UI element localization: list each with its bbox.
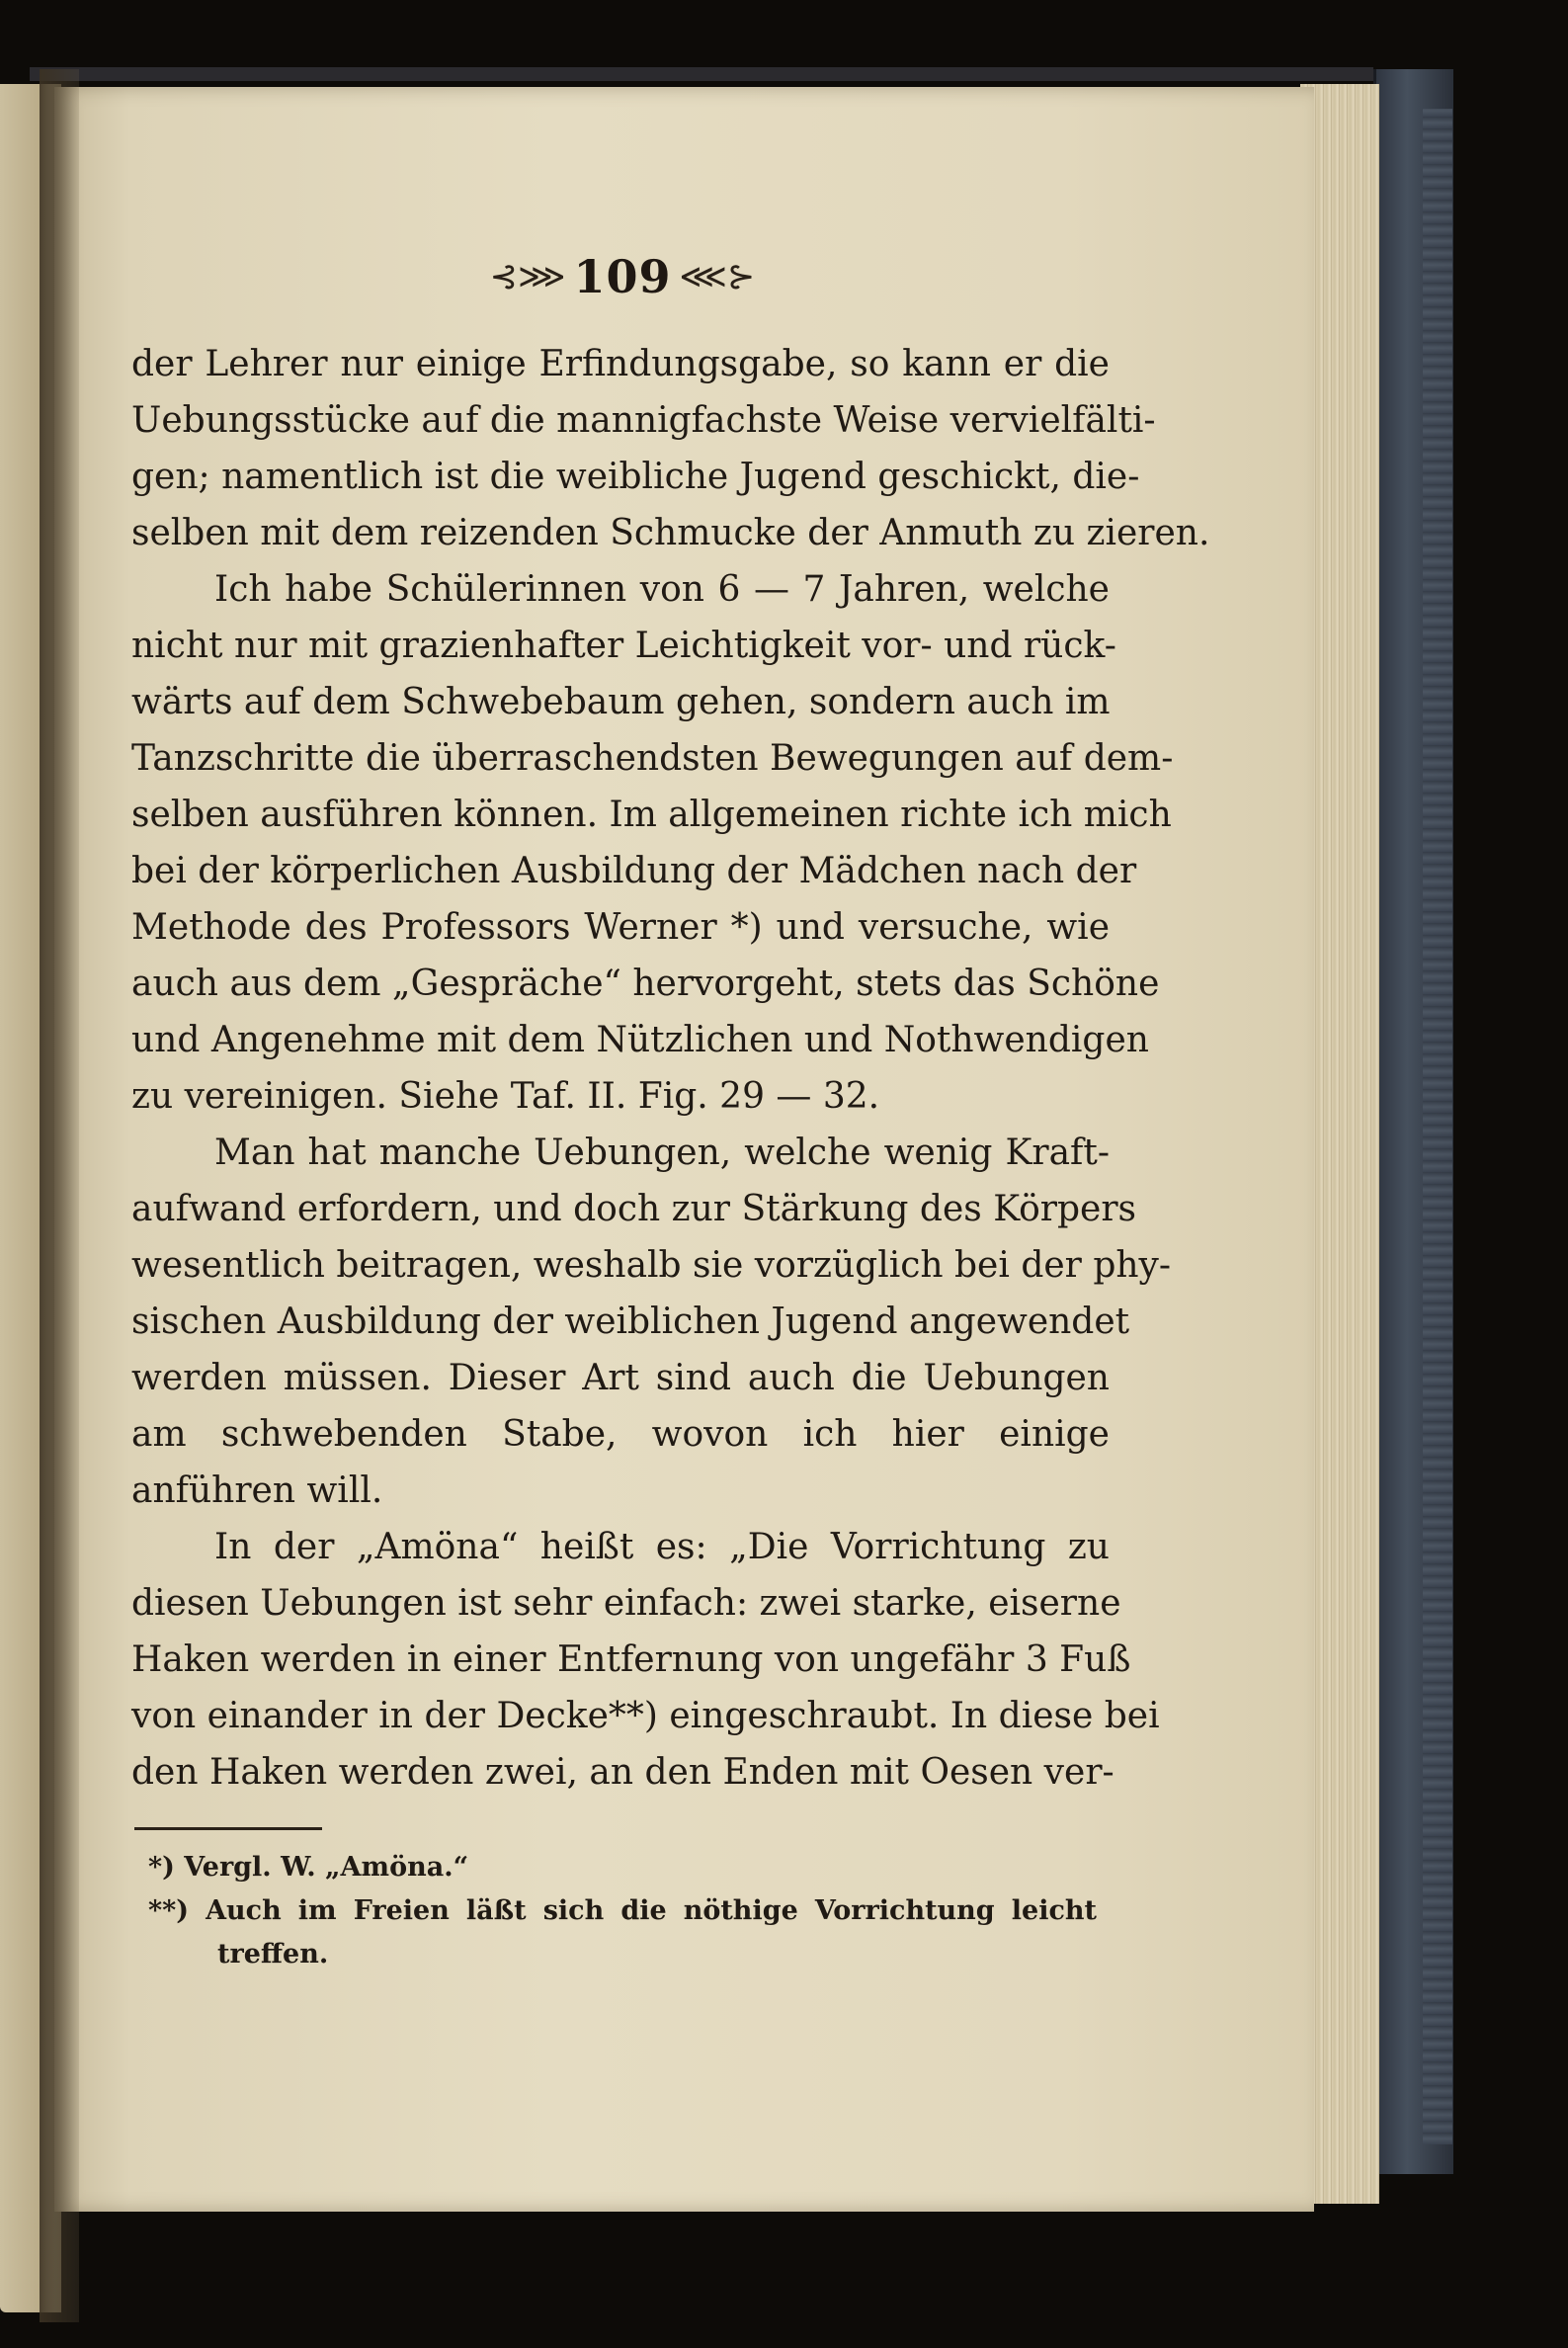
text-line: wärts auf dem Schwebebaum gehen, sondern auch im [131,682,1111,722]
footnote-rule [134,1827,322,1830]
text-line: sischen Ausbildung der weiblichen Jugend angewendet [131,1301,1130,1342]
footnote-2: **) Auch im Freien läßt sich die nöthige Vorrichtung leicht [148,1895,1097,1926]
text-line: wesentlich beitragen, weshalb sie vorzüglich bei der phy- [131,1245,1172,1286]
text-line: den Haken werden zwei, an den Enden mit Oesen ver- [131,1752,1114,1793]
text-line: Methode des Professors Werner *) und versuche, wie [131,907,1110,948]
text-line: Man hat manche Uebungen, welche wenig Kraft- [214,1132,1110,1173]
text-line: am schwebenden Stabe, wovon ich hier einige [131,1414,1110,1455]
text-line: Uebungsstücke auf die mannigfachste Weise vervielfälti- [131,400,1156,441]
text-line: selben ausführen können. Im allgemeinen richte ich mich [131,795,1172,835]
text-line: Haken werden in einer Entfernung von ungefähr 3 Fuß [131,1639,1131,1680]
text-line: von einander in der Decke**) eingeschraubt. In diese bei [131,1696,1160,1736]
cover-texture [1423,109,1452,2144]
text-line: In der „Amöna“ heißt es: „Die Vorrichtung zu [214,1527,1110,1567]
text-line: und Angenehme mit dem Nützlichen und Nothwendigen [131,1020,1149,1060]
text-line: auch aus dem „Gespräche“ hervorgeht, stets das Schöne [131,964,1160,1004]
text-line: der Lehrer nur einige Erfindungsgabe, so kann er die [131,344,1110,384]
text-line: aufwand erfordern, und doch zur Stärkung des Körpers [131,1189,1137,1229]
footnote-2-continued: treffen. [217,1939,329,1970]
gutter-shadow [40,69,79,2322]
text-line: selben mit dem reizenden Schmucke der Anmuth zu zieren. [131,513,1210,553]
text-line: Tanzschritte die überraschendsten Bewegungen auf dem- [131,738,1174,779]
text-line: zu vereinigen. Siehe Taf. II. Fig. 29 — 32. [131,1076,880,1117]
text-line: gen; namentlich ist die weibliche Jugend geschickt, die- [131,457,1140,497]
footnotes [148,1846,1097,1976]
page-header [464,247,781,306]
text-line: werden müssen. Dieser Art sind auch die Uebungen [131,1358,1110,1398]
page-number: 109 [573,250,672,303]
ornament-right-icon: ⋘⊱ [679,257,756,296]
body-text [131,336,1210,1801]
text-line: anführen will. [131,1470,383,1511]
text-line: diesen Uebungen ist sehr einfach: zwei starke, eiserne [131,1583,1121,1624]
ornament-left-icon: ⊰⋙ [489,257,566,296]
top-cover-edge [30,67,1373,81]
footnote-1: *) Vergl. W. „Amöna.“ [148,1852,469,1883]
text-line: nicht nur mit grazienhafter Leichtigkeit vor- und rück- [131,626,1116,666]
text-line: Ich habe Schülerinnen von 6 — 7 Jahren, welche [214,569,1110,610]
text-line: bei der körperlichen Ausbildung der Mädchen nach der [131,851,1137,891]
